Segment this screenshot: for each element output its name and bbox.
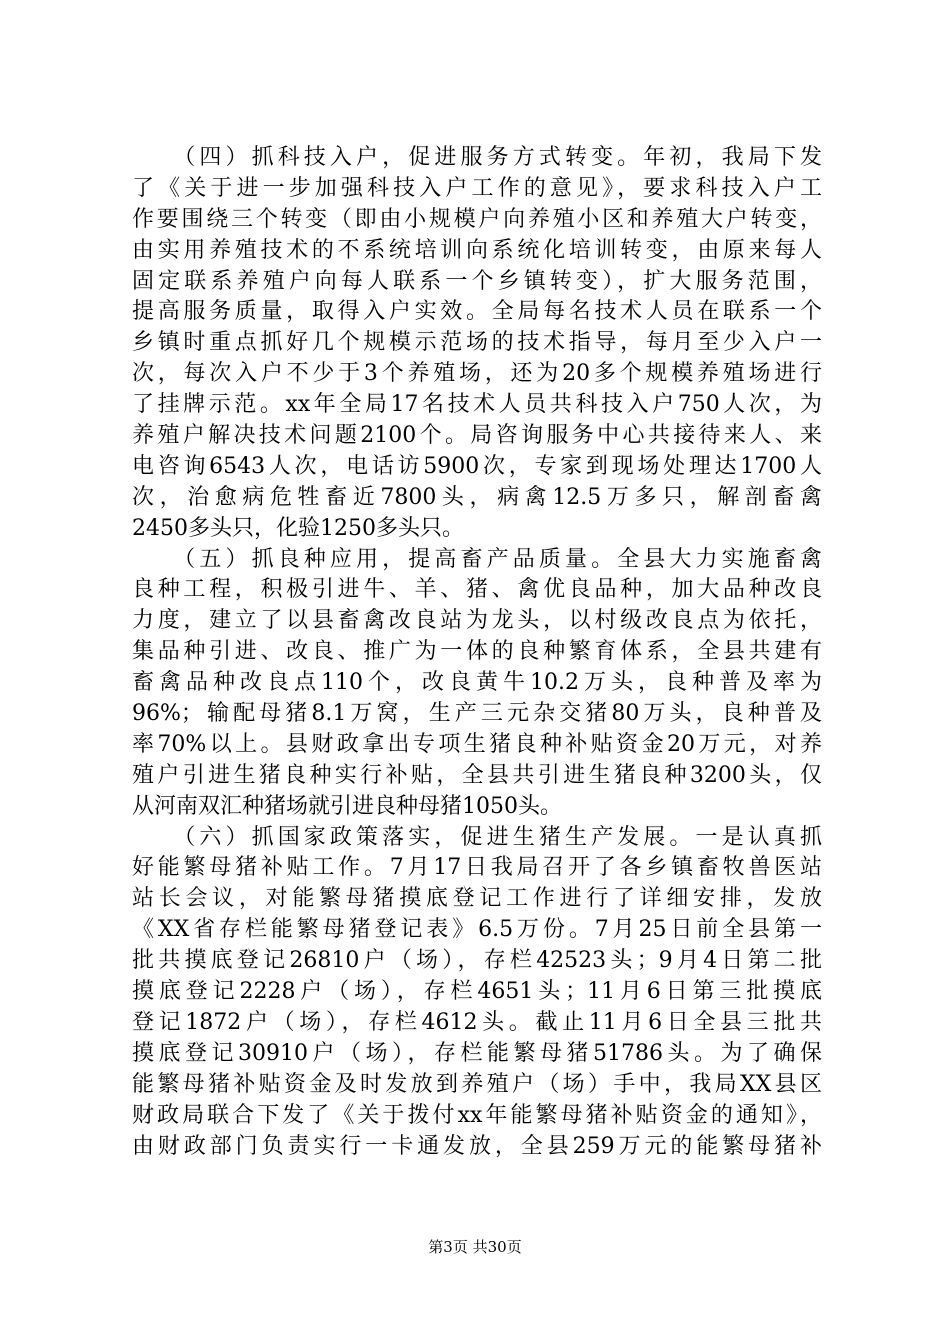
text-line-32: 财政局联合下发了《关于拨付xx年能繁母猪补贴资金的通知》，: [132, 1102, 822, 1128]
text-line-7: 乡镇时重点抓好几个规模示范场的技术指导，每月至少入户一: [132, 330, 822, 356]
text-line-23: （六）抓国家政策落实，促进生猪生产发展。一是认真抓: [132, 824, 822, 850]
page-footer: 第3页 共30页: [428, 1238, 522, 1256]
body-text: [132, 143, 822, 1162]
text-line-16: 力度，建立了以县畜禽改良站为龙头，以村级改良点为依托，: [132, 608, 822, 634]
text-line-12: 次，治愈病危牲畜近7800头，病禽12.5万多只，解剖畜禽: [132, 484, 822, 510]
text-line-18: 畜禽品种改良点110个，改良黄牛10.2万头，良种普及率为: [132, 670, 822, 696]
text-line-26: 《XX省存栏能繁母猪登记表》6.5万份。7月25日前全县第一: [132, 917, 822, 943]
text-line-25: 站长会议，对能繁母猪摸底登记工作进行了详细安排，发放: [132, 886, 822, 912]
text-line-33: 由财政部门负责实行一卡通发放，全县259万元的能繁母猪补: [132, 1133, 822, 1159]
text-line-24: 好能繁母猪补贴工作。7月17日我局召开了各乡镇畜牧兽医站: [132, 855, 822, 881]
text-line-11: 电咨询6543人次，电话访5900次，专家到现场处理达1700人: [132, 453, 822, 479]
text-line-22: 从河南双汇种猪场就引进良种母猪1050头。: [132, 793, 562, 819]
text-line-14: （五）抓良种应用，提高畜产品质量。全县大力实施畜禽: [132, 546, 822, 572]
text-line-17: 集品种引进、改良、推广为一体的良种繁育体系，全县共建有: [132, 639, 822, 665]
text-line-15: 良种工程，积极引进牛、羊、猪、禽优良品种，加大品种改良: [132, 577, 822, 603]
text-line-2: 了《关于进一步加强科技入户工作的意见》，要求科技入户工: [132, 175, 822, 201]
text-line-10: 养殖户解决技术问题2100个。局咨询服务中心共接待来人、来: [132, 423, 822, 449]
text-line-5: 固定联系养殖户向每人联系一个乡镇转变），扩大服务范围，: [132, 268, 822, 294]
text-line-20: 率70%以上。县财政拿出专项生猪良种补贴资金20万元，对养: [132, 731, 822, 757]
text-line-21: 殖户引进生猪良种实行补贴，全县共引进生猪良种3200头，仅: [132, 762, 822, 788]
text-line-31: 能繁母猪补贴资金及时发放到养殖户（场）手中，我局XX县区: [132, 1071, 822, 1097]
text-line-1: （四）抓科技入户，促进服务方式转变。年初，我局下发: [132, 145, 822, 170]
text-line-4: 由实用养殖技术的不系统培训向系统化培训转变，由原来每人: [132, 237, 822, 263]
text-line-13: 2450多头只，化验1250多头只。: [132, 515, 464, 541]
text-line-28: 摸底登记2228户（场），存栏4651头；11月6日第三批摸底: [132, 979, 822, 1005]
text-line-3: 作要围绕三个转变（即由小规模户向养殖小区和养殖大户转变，: [132, 206, 822, 232]
text-line-6: 提高服务质量，取得入户实效。全局每名技术人员在联系一个: [132, 299, 822, 325]
text-line-30: 摸底登记30910户（场），存栏能繁母猪51786头。为了确保: [132, 1040, 822, 1066]
text-line-19: 96%；输配母猪8.1万窝，生产三元杂交猪80万头，良种普及: [132, 701, 822, 727]
text-line-27: 批共摸底登记26810户（场），存栏42523头；9月4日第二批: [132, 948, 822, 974]
text-line-8: 次，每次入户不少于3个养殖场，还为20多个规模养殖场进行: [132, 361, 822, 387]
text-line-9: 了挂牌示范。xx年全局17名技术人员共科技入户750人次，为: [132, 392, 822, 418]
text-line-29: 登记1872户（场），存栏4612头。截止11月6日全县三批共: [132, 1009, 822, 1035]
